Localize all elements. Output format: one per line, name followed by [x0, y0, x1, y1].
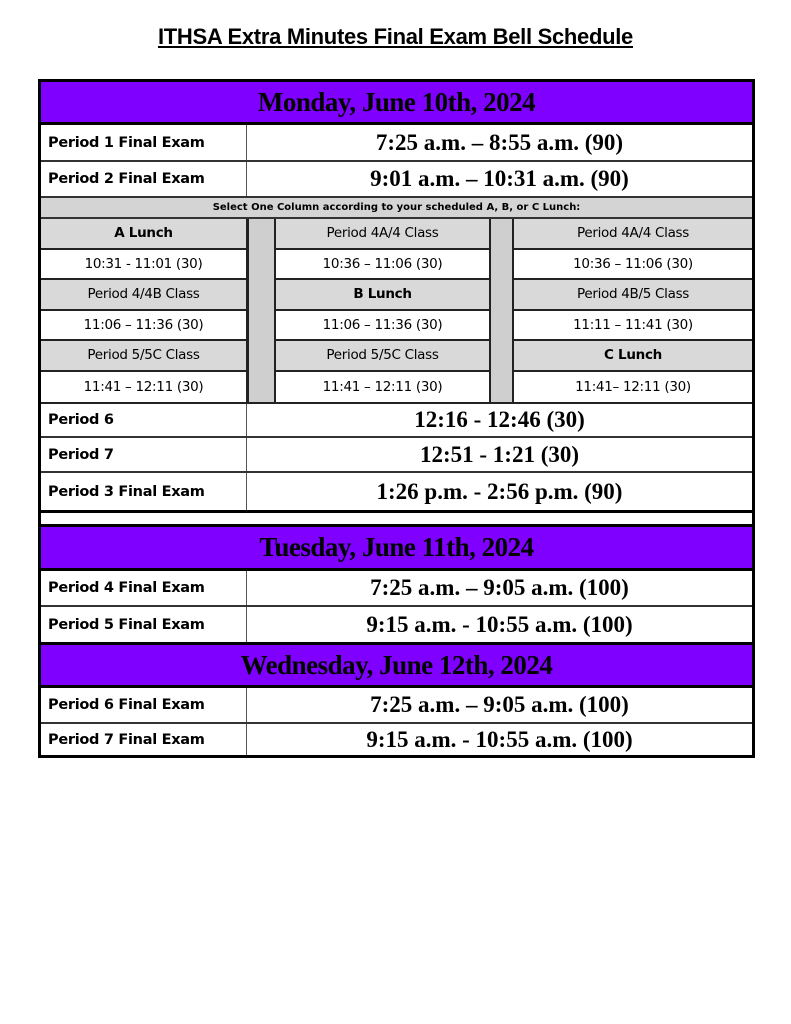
schedule-row [41, 571, 752, 607]
lunch-cell: 10:36 – 11:06 (30) [276, 250, 489, 281]
period-label: Period 6 [41, 404, 247, 436]
schedule-row [41, 125, 752, 162]
schedule-row [41, 724, 752, 755]
schedule-row [41, 688, 752, 724]
lunch-instruction: Select One Column according to your scheduled A, B, or C Lunch: [41, 198, 752, 219]
blank-separator-row [41, 510, 752, 524]
lunch-cell: 11:41 – 12:11 (30) [276, 372, 489, 403]
lunch-column-a [41, 219, 247, 402]
day-header-wednesday: Wednesday, June 12th, 2024 [41, 642, 752, 688]
period-label: Period 5 Final Exam [41, 607, 247, 642]
lunch-cell: Period 4A/4 Class [514, 219, 752, 250]
period-time: 9:01 a.m. – 10:31 a.m. (90) [370, 166, 629, 191]
lunch-column-b [276, 219, 489, 402]
lunch-cell: 11:06 – 11:36 (30) [276, 311, 489, 342]
lunch-column-c [514, 219, 752, 402]
period-time: 7:25 a.m. – 9:05 a.m. (100) [370, 692, 629, 717]
lunch-cell: Period 5/5C Class [276, 341, 489, 372]
day-header-monday: Monday, June 10th, 2024 [41, 82, 752, 125]
schedule-row [41, 438, 752, 473]
bell-schedule-table [38, 79, 755, 758]
period-label: Period 7 Final Exam [41, 724, 247, 755]
column-spacer [489, 219, 514, 402]
lunch-cell: Period 5/5C Class [41, 341, 246, 372]
period-time: 9:15 a.m. - 10:55 a.m. (100) [366, 611, 633, 637]
period-time: 7:25 a.m. – 9:05 a.m. (100) [370, 575, 629, 600]
schedule-row [41, 402, 752, 438]
lunch-cell: A Lunch [41, 219, 246, 250]
lunch-cell: Period 4B/5 Class [514, 280, 752, 311]
period-label: Period 4 Final Exam [41, 571, 247, 605]
period-time: 9:15 a.m. - 10:55 a.m. (100) [366, 726, 633, 752]
lunch-cell: 11:41 – 12:11 (30) [41, 372, 246, 403]
lunch-cell: 11:11 – 11:41 (30) [514, 311, 752, 342]
period-time: 12:16 - 12:46 (30) [414, 407, 585, 432]
schedule-row [41, 162, 752, 198]
lunch-cell: 10:36 – 11:06 (30) [514, 250, 752, 281]
column-spacer [247, 219, 276, 402]
period-time: 1:26 p.m. - 2:56 p.m. (90) [376, 478, 623, 504]
lunch-cell: C Lunch [514, 341, 752, 372]
lunch-cell: 11:41– 12:11 (30) [514, 372, 752, 403]
period-time: 7:25 a.m. – 8:55 a.m. (90) [375, 129, 624, 155]
day-header-tuesday: Tuesday, June 11th, 2024 [41, 524, 752, 571]
period-label: Period 3 Final Exam [41, 473, 247, 510]
period-label: Period 2 Final Exam [41, 162, 247, 196]
lunch-cell: 10:31 - 11:01 (30) [41, 250, 246, 281]
lunch-cell: 11:06 – 11:36 (30) [41, 311, 246, 342]
period-label: Period 6 Final Exam [41, 688, 247, 722]
period-label: Period 7 [41, 438, 247, 471]
lunch-cell: Period 4/4B Class [41, 280, 246, 311]
page-title: ITHSA Extra Minutes Final Exam Bell Schedule [157, 24, 633, 49]
period-time: 12:51 - 1:21 (30) [419, 441, 580, 467]
schedule-row [41, 473, 752, 510]
schedule-row [41, 607, 752, 642]
lunch-cell: Period 4A/4 Class [276, 219, 489, 250]
lunch-cell: B Lunch [276, 280, 489, 311]
period-label: Period 1 Final Exam [41, 125, 247, 160]
lunch-grid [41, 219, 752, 402]
